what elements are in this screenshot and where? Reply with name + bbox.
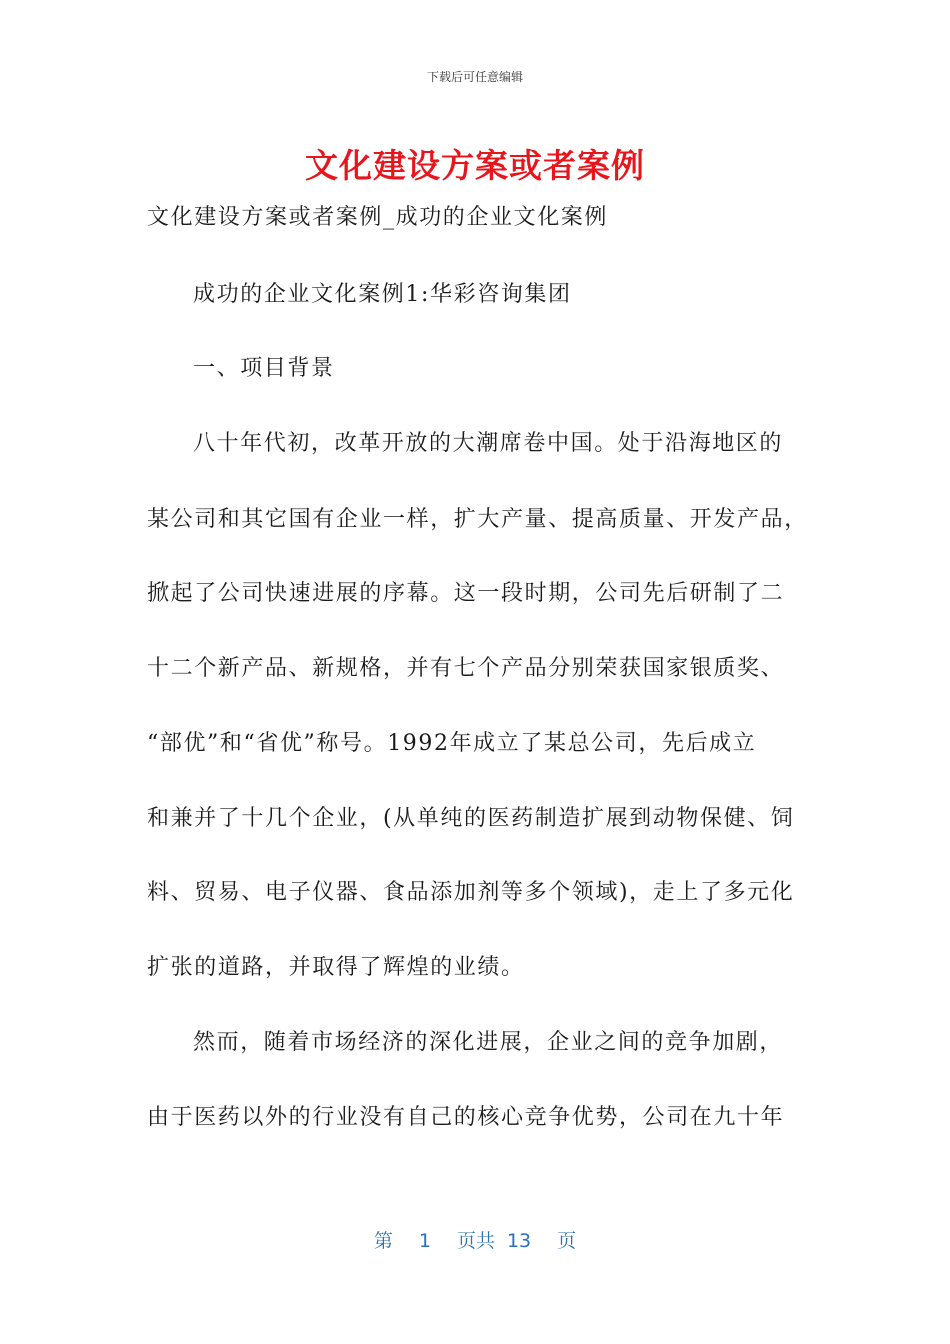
document-title: 文化建设方案或者案例 — [305, 146, 645, 185]
footer-total-pages: 13 — [506, 1230, 532, 1252]
paragraph-line: 某公司和其它国有企业一样，扩大产量、提高质量、开发产品， — [147, 507, 808, 532]
footer-middle: 页共 — [456, 1230, 495, 1252]
footer-page-number: 1 — [418, 1230, 431, 1252]
section-heading: 一、项目背景 — [193, 356, 335, 381]
paragraph-line: 和兼并了十几个企业，(从单纯的医药制造扩展到动物保健、饲 — [147, 806, 795, 831]
page-footer — [0, 1226, 950, 1253]
paragraph-line: 扩张的道路，并取得了辉煌的业绩。 — [147, 955, 525, 980]
footer-suffix: 页 — [557, 1230, 577, 1252]
paragraph-line: “部优”和“省优”称号。1992年成立了某总公司，先后成立 — [147, 731, 757, 756]
case-heading: 成功的企业文化案例1:华彩咨询集团 — [193, 282, 572, 307]
paragraph-line: 由于医药以外的行业没有自己的核心竞争优势，公司在九十年 — [147, 1105, 785, 1130]
paragraph-line: 掀起了公司快速进展的序幕。这一段时期，公司先后研制了二 — [147, 581, 785, 606]
paragraph-line: 八十年代初，改革开放的大潮席卷中国。处于沿海地区的 — [193, 431, 784, 456]
paragraph-line: 然而，随着市场经济的深化进展，企业之间的竞争加剧， — [193, 1030, 784, 1055]
header-note: 下载后可任意编辑 — [426, 70, 523, 84]
paragraph-line: 十二个新产品、新规格，并有七个产品分别荣获国家银质奖、 — [147, 656, 785, 681]
footer-prefix: 第 — [373, 1230, 393, 1252]
subtitle-line: 文化建设方案或者案例_成功的企业文化案例 — [147, 205, 609, 230]
paragraph-line: 料、贸易、电子仪器、食品添加剂等多个领域)，走上了多元化 — [147, 880, 795, 905]
